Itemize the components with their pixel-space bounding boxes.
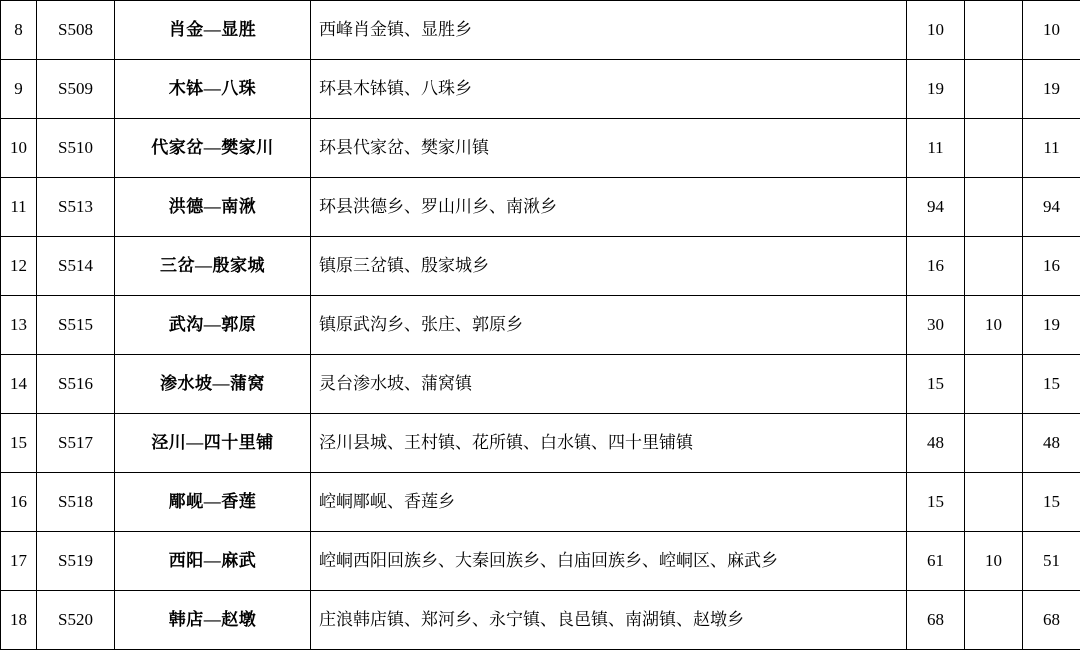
route-path: 环县洪德乡、罗山川乡、南湫乡 bbox=[311, 178, 907, 237]
value-2 bbox=[965, 119, 1023, 178]
value-1: 30 bbox=[907, 296, 965, 355]
table-row bbox=[1, 119, 1080, 178]
route-name: 西阳—麻武 bbox=[115, 532, 311, 591]
table-row bbox=[1, 178, 1080, 237]
route-code: S513 bbox=[37, 178, 115, 237]
route-name: 泾川—四十里铺 bbox=[115, 414, 311, 473]
value-2 bbox=[965, 355, 1023, 414]
route-name: 韩店—赵墩 bbox=[115, 591, 311, 650]
table-row bbox=[1, 591, 1080, 650]
row-index: 14 bbox=[1, 355, 37, 414]
row-index: 12 bbox=[1, 237, 37, 296]
value-1: 94 bbox=[907, 178, 965, 237]
route-name: 洪德—南湫 bbox=[115, 178, 311, 237]
route-code: S520 bbox=[37, 591, 115, 650]
route-path: 灵台渗水坡、蒲窝镇 bbox=[311, 355, 907, 414]
route-name: 肖金—显胜 bbox=[115, 1, 311, 60]
route-name: 代家岔—樊家川 bbox=[115, 119, 311, 178]
value-2 bbox=[965, 1, 1023, 60]
route-path: 泾川县城、王村镇、花所镇、白水镇、四十里铺镇 bbox=[311, 414, 907, 473]
route-code: S517 bbox=[37, 414, 115, 473]
row-index: 11 bbox=[1, 178, 37, 237]
value-3: 15 bbox=[1023, 473, 1080, 532]
value-3: 48 bbox=[1023, 414, 1080, 473]
value-1: 15 bbox=[907, 473, 965, 532]
route-code: S516 bbox=[37, 355, 115, 414]
row-index: 9 bbox=[1, 60, 37, 119]
route-code: S509 bbox=[37, 60, 115, 119]
route-path: 庄浪韩店镇、郑河乡、永宁镇、良邑镇、南湖镇、赵墩乡 bbox=[311, 591, 907, 650]
value-3: 68 bbox=[1023, 591, 1080, 650]
route-name: 渗水坡—蒲窝 bbox=[115, 355, 311, 414]
value-3: 15 bbox=[1023, 355, 1080, 414]
route-path: 镇原三岔镇、殷家城乡 bbox=[311, 237, 907, 296]
value-1: 19 bbox=[907, 60, 965, 119]
table-row bbox=[1, 414, 1080, 473]
value-1: 16 bbox=[907, 237, 965, 296]
value-2: 10 bbox=[965, 532, 1023, 591]
route-path: 环县木钵镇、八珠乡 bbox=[311, 60, 907, 119]
row-index: 8 bbox=[1, 1, 37, 60]
value-2 bbox=[965, 414, 1023, 473]
route-name: 三岔—殷家城 bbox=[115, 237, 311, 296]
value-3: 10 bbox=[1023, 1, 1080, 60]
value-3: 19 bbox=[1023, 60, 1080, 119]
route-code: S514 bbox=[37, 237, 115, 296]
route-code: S510 bbox=[37, 119, 115, 178]
value-1: 10 bbox=[907, 1, 965, 60]
table-row bbox=[1, 532, 1080, 591]
value-2: 10 bbox=[965, 296, 1023, 355]
route-path: 西峰肖金镇、显胜乡 bbox=[311, 1, 907, 60]
table-row bbox=[1, 473, 1080, 532]
value-1: 15 bbox=[907, 355, 965, 414]
row-index: 17 bbox=[1, 532, 37, 591]
value-3: 94 bbox=[1023, 178, 1080, 237]
value-3: 51 bbox=[1023, 532, 1080, 591]
route-path: 崆峒西阳回族乡、大秦回族乡、白庙回族乡、崆峒区、麻武乡 bbox=[311, 532, 907, 591]
route-name: 武沟—郭原 bbox=[115, 296, 311, 355]
value-2 bbox=[965, 237, 1023, 296]
value-1: 48 bbox=[907, 414, 965, 473]
value-3: 19 bbox=[1023, 296, 1080, 355]
route-code: S518 bbox=[37, 473, 115, 532]
value-3: 11 bbox=[1023, 119, 1080, 178]
route-code: S508 bbox=[37, 1, 115, 60]
value-1: 68 bbox=[907, 591, 965, 650]
table-row bbox=[1, 296, 1080, 355]
value-1: 11 bbox=[907, 119, 965, 178]
value-2 bbox=[965, 178, 1023, 237]
row-index: 10 bbox=[1, 119, 37, 178]
row-index: 18 bbox=[1, 591, 37, 650]
table-row bbox=[1, 1, 1080, 60]
row-index: 15 bbox=[1, 414, 37, 473]
value-2 bbox=[965, 60, 1023, 119]
value-2 bbox=[965, 473, 1023, 532]
value-2 bbox=[965, 591, 1023, 650]
table-row bbox=[1, 60, 1080, 119]
route-code: S519 bbox=[37, 532, 115, 591]
table-row bbox=[1, 237, 1080, 296]
row-index: 13 bbox=[1, 296, 37, 355]
table-body bbox=[1, 1, 1080, 650]
route-path: 镇原武沟乡、张庄、郭原乡 bbox=[311, 296, 907, 355]
route-path: 环县代家岔、樊家川镇 bbox=[311, 119, 907, 178]
table-row bbox=[1, 355, 1080, 414]
value-3: 16 bbox=[1023, 237, 1080, 296]
row-index: 16 bbox=[1, 473, 37, 532]
route-name: 木钵—八珠 bbox=[115, 60, 311, 119]
route-code: S515 bbox=[37, 296, 115, 355]
route-name: 郮岘—香莲 bbox=[115, 473, 311, 532]
route-path: 崆峒郮岘、香莲乡 bbox=[311, 473, 907, 532]
value-1: 61 bbox=[907, 532, 965, 591]
